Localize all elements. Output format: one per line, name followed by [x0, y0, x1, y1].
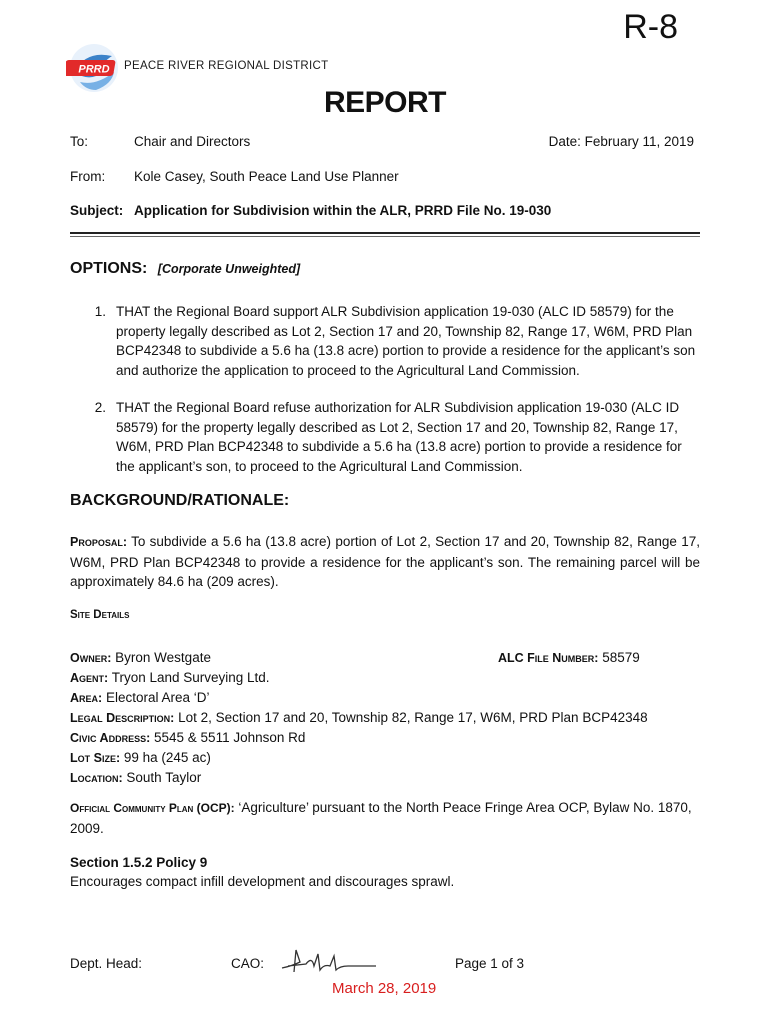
civic-value: 5545 & 5511 Johnson Rd [154, 730, 306, 745]
options-heading-row [70, 260, 300, 278]
from-label: From: [70, 169, 106, 184]
option-number: 1. [94, 304, 106, 319]
ocp-label: Official Community Plan (OCP): [70, 801, 235, 815]
to-label: To: [70, 134, 89, 149]
stamp-date: March 28, 2019 [332, 980, 437, 997]
header-divider-thin [70, 236, 700, 237]
agent-label: Agent: [70, 671, 109, 685]
location-row [70, 768, 700, 788]
cao-label: CAO: [231, 956, 265, 971]
background-heading: BACKGROUND/RATIONALE: [70, 492, 290, 509]
proposal-paragraph [70, 532, 700, 592]
logo-text: PRRD [78, 63, 110, 76]
lot-size-row [70, 748, 700, 768]
options-note: [Corporate Unweighted] [157, 262, 301, 276]
page-number: Page 1 of 3 [455, 956, 525, 971]
legal-value: Lot 2, Section 17 and 20, Township 82, Range 17, W6M, PRD Plan BCP42348 [178, 710, 648, 725]
report-title: REPORT [323, 86, 446, 119]
to-value: Chair and Directors [134, 134, 251, 149]
policy-heading: Section 1.5.2 Policy 9 [70, 855, 208, 870]
legal-row [70, 708, 700, 728]
alc-file-number-label: ALC File Number: [498, 651, 599, 665]
lot-size-value: 99 ha (245 ac) [123, 750, 211, 765]
report-date: Date: February 11, 2019 [548, 134, 694, 149]
site-details [70, 648, 700, 788]
area-value: Electoral Area ‘D’ [105, 690, 210, 705]
lot-size-label: Lot Size: [70, 751, 121, 765]
civic-label: Civic Address: [70, 731, 151, 745]
area-label: Area: [70, 691, 103, 705]
org-name: PEACE RIVER REGIONAL DISTRICT [124, 60, 329, 72]
options-heading: OPTIONS: [70, 260, 148, 277]
agent-value: Tryon Land Surveying Ltd. [111, 670, 270, 685]
location-label: Location: [70, 771, 123, 785]
policy-text: Encourages compact infill development and discourages sprawl. [70, 874, 455, 889]
location-value: South Taylor [126, 770, 202, 785]
alc-file-number-row [498, 648, 640, 668]
options-list [70, 302, 700, 494]
option-text: THAT the Regional Board refuse authorization for ALR Subdivision application 19-030 (ALC ID 58579) for the property legally described as Lot 2, Section 17 and 20, Township 82, Range 17, W6M, PRD Plan BCP42348 to subdivide a 5.6 ha (13.8 acre) portion to provide a residence for the applicant’s son, to proceed to the Agricultural Land Commission. [116, 400, 682, 474]
subject-value: Application for Subdivision within the ALR, PRRD File No. 19-030 [134, 203, 552, 218]
civic-row [70, 728, 700, 748]
page-label: R-8 [623, 8, 678, 46]
dept-head-label: Dept. Head: [70, 956, 143, 971]
proposal-text: To subdivide a 5.6 ha (13.8 acre) portion of Lot 2, Section 17 and 20, Township 82, Range 17, W6M, PRD Plan BCP42348 to provide a residence for the applicant’s son. The remaining parcel will be approximately 84.6 ha (209 acres). [70, 534, 700, 589]
area-row [70, 688, 700, 708]
header-divider [70, 232, 700, 234]
option-item [70, 398, 700, 476]
ocp-text: ‘Agriculture’ pursuant to the North Peace Fringe Area OCP, Bylaw No. 1870, 2009. [70, 800, 692, 836]
cao-signature [278, 944, 378, 980]
option-number: 2. [94, 400, 106, 415]
site-details-heading: Site Details [70, 609, 130, 621]
ocp-paragraph [70, 798, 700, 838]
agent-row [70, 668, 700, 688]
from-value: Kole Casey, South Peace Land Use Planner [134, 169, 399, 184]
legal-label: Legal Description: [70, 711, 175, 725]
proposal-label: Proposal: [70, 535, 128, 549]
alc-file-number-value: 58579 [602, 650, 640, 665]
owner-value: Byron Westgate [115, 650, 211, 665]
option-item [70, 302, 700, 380]
owner-label: Owner: [70, 651, 112, 665]
subject-label: Subject: [70, 203, 124, 218]
option-text: THAT the Regional Board support ALR Subdivision application 19-030 (ALC ID 58579) for the property legally described as Lot 2, Section 17 and 20, Township 82, Range 17, W6M, PRD Plan BCP42348 to subdivide a 5.6 ha (13.8 acre) portion to provide a residence for the applicant’s son and authorize the application to proceed to the Agricultural Land Commission. [116, 304, 696, 378]
